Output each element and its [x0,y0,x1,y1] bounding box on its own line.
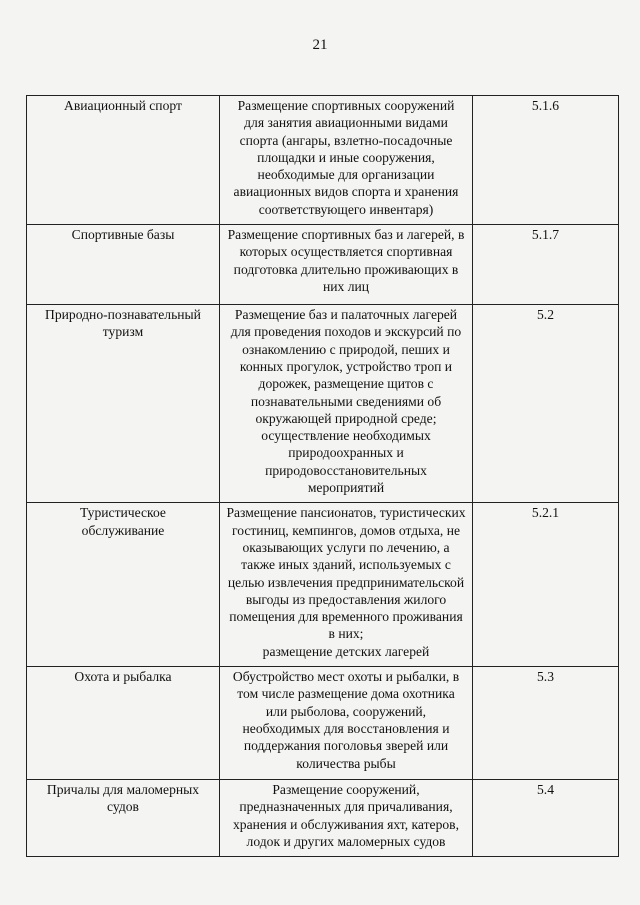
land-use-name: Спортивные базы [27,225,220,305]
land-use-code: 5.2.1 [473,503,619,667]
table-row [27,667,619,780]
land-use-code: 5.1.7 [473,225,619,305]
land-use-description: Размещение спортивных баз и лагерей, в которых осуществляется спортивная подготовка длительно проживающих в них лиц [220,225,473,305]
table-row [27,96,619,225]
land-use-description: Размещение баз и палаточных лагерей для проведения походов и экскурсий по ознакомлению с природой, пеших и конных прогулок, устройство троп и дорожек, размещение щитов с познавательными сведениями об окружающей природной среде; осуществление необходимых природоохранных и природовосстановительных мероприятий [220,305,473,503]
land-use-code: 5.1.6 [473,96,619,225]
land-use-description: Размещение сооружений, предназначенных для причаливания, хранения и обслуживания яхт, катеров, лодок и других маломерных судов [220,780,473,857]
land-use-name: Природно-познавательный туризм [27,305,220,503]
table-row [27,780,619,857]
table-row [27,225,619,305]
land-use-description: Обустройство мест охоты и рыбалки, в том числе размещение дома охотника или рыболова, сооружений, необходимых для восстановления и поддержания поголовья зверей или количества рыбы [220,667,473,780]
land-use-name: Охота и рыбалка [27,667,220,780]
land-use-code: 5.2 [473,305,619,503]
land-use-name: Туристическое обслуживание [27,503,220,667]
land-use-code: 5.3 [473,667,619,780]
land-use-table [26,95,619,857]
land-use-code: 5.4 [473,780,619,857]
land-use-description: Размещение пансионатов, туристических гостиниц, кемпингов, домов отдыха, не оказывающих услуги по лечению, а также иных зданий, используемых с целью извлечения предпринимательской выгоды из предоставления жилого помещения для временного проживания в них; размещение детских лагерей [220,503,473,667]
land-use-name: Причалы для маломерных судов [27,780,220,857]
page-number: 21 [312,37,328,53]
table-row [27,503,619,667]
table-row [27,305,619,503]
land-use-name: Авиационный спорт [27,96,220,225]
land-use-description: Размещение спортивных сооружений для занятия авиационными видами спорта (ангары, взлетно-посадочные площадки и иные сооружения, необходимые для организации авиационных видов спорта и хранения соответствующего инвентаря) [220,96,473,225]
